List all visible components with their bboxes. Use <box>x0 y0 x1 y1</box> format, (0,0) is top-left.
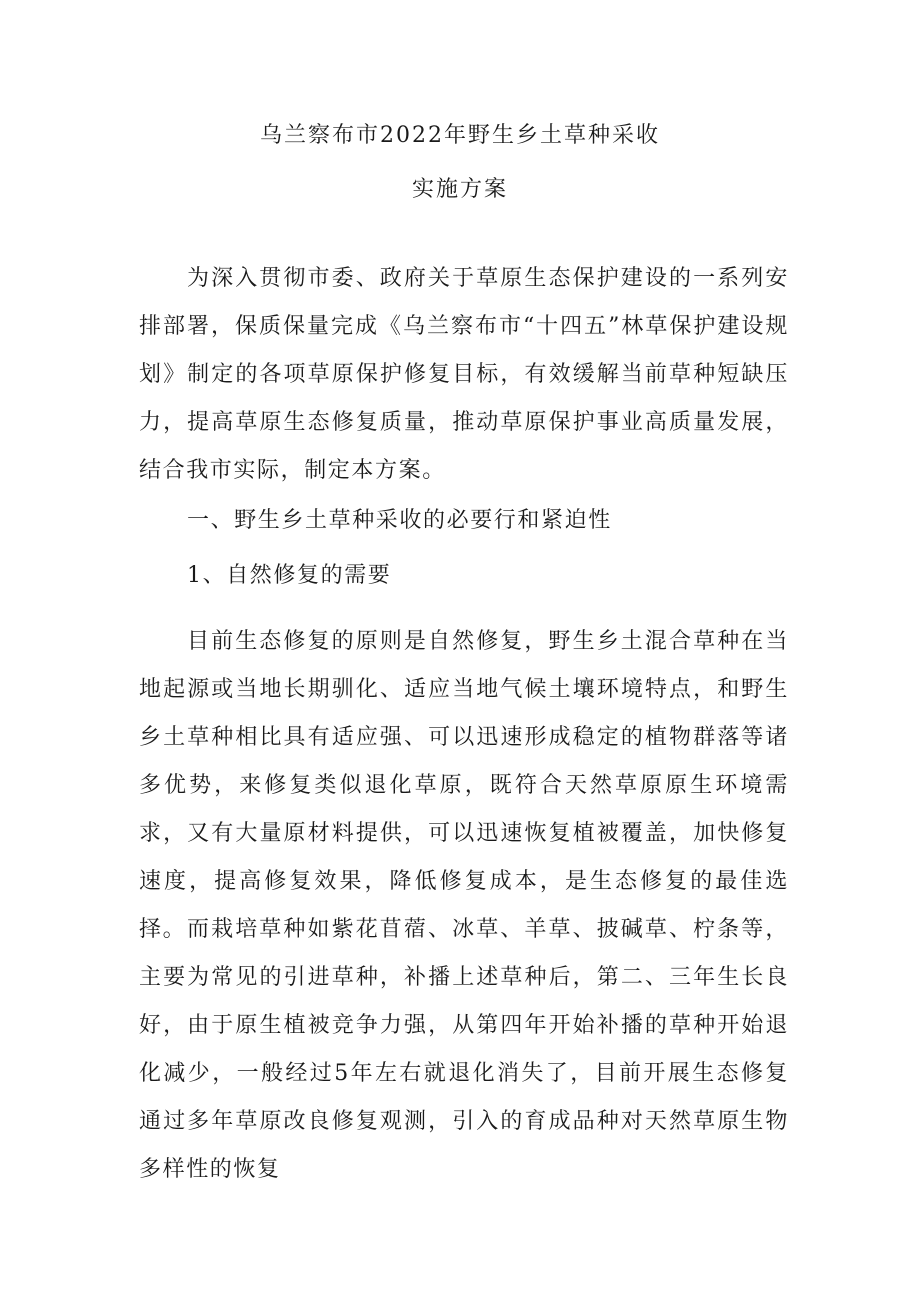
paragraph2: 目前生态修复的原则是自然修复，野生乡土混合草种在当地起源或当地长期驯化、适应当地气候土壤环境特点，和野生乡土草种相比具有适应强、可以迅速形成稳定的植物群落等诸多优势，来修复类似退化草原，既符合天然草原原生环境需求，又有大量原材料提供，可以迅速恢复植被覆盖，加快修复速度，提高修复效果，降低修复成本，是生态修复的最佳选择。 <box>139 629 789 942</box>
document-title-line1: 乌兰察布市2022年野生乡土草种采收 <box>260 123 660 148</box>
subsection-heading-block <box>139 552 789 600</box>
section1-heading: 一、野生乡土草种采收的必要行和紧迫性 <box>187 508 612 533</box>
paragraph2-block <box>139 618 789 954</box>
section-heading-block <box>139 497 789 545</box>
subsection1-heading: 1、自然修复的需要 <box>187 563 392 588</box>
intro-paragraph: 为深入贯彻市委、政府关于草原生态保护建设的一系列安排部署，保质保量完成《乌兰察布市“十四五”林草保护建设规划》制定的各项草原保护修复目标，有效缓解当前草种短缺压力，提高草原生态修复质量，推动草原保护事业高质量发展，结合我市实际，制定本方案。 <box>139 266 789 483</box>
paragraph3: 而栽培草种如紫花苜蓿、冰草、羊草、披碱草、柠条等，主要为常见的引进草种，补播上述草种后，第二、三年生长良好，由于原生植被竞争力强，从第四年开始补播的草种开始退化减少，一般经过5年左右就退化消失了，目前开展生态修复通过多年草原改良修复观测，引入的育成品种对天然草原生物多样性的恢复 <box>139 917 789 1182</box>
document-title-line2: 实施方案 <box>411 177 508 202</box>
paragraph3-block <box>139 906 789 1194</box>
intro-paragraph-block <box>139 255 789 495</box>
